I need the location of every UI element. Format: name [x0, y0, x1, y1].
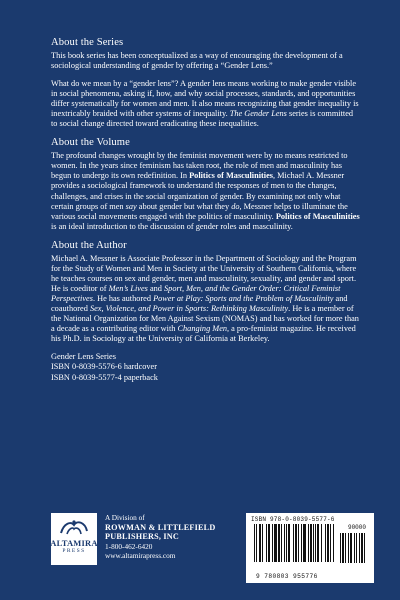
emphasis-say: say [125, 201, 137, 211]
about-author-heading: About the Author [51, 239, 127, 251]
publisher-footer [51, 513, 374, 583]
text-run: , Messner helps to illuminate the various social movements engaged with the politics of masculinity. [51, 201, 348, 221]
series-name: Gender Lens Series [51, 352, 116, 362]
text-run: Michael A. Messner is Associate Professor in the Department of Sociology and the Program for the Study of Women and Men in Society at the University of Southern California, where he teaches courses on sex and gender, men and masculinity, sexuality, and gender and sport. He is coeditor of [51, 253, 357, 293]
isbn-paperback: ISBN 0-8039-5577-4 paperback [51, 372, 158, 382]
text-run: and [147, 283, 165, 293]
series-isbn-info [51, 352, 360, 383]
publisher-division: A Division of [105, 513, 145, 522]
text-run: . He is a member of the National Organization for Men Against Sexism (NOMAS) and has worked for more than a decade as a contributing editor with [51, 303, 359, 334]
publisher-phone: 1-800-462-6420 [105, 541, 153, 551]
price-code: 90000 [347, 524, 366, 531]
altamira-logo [51, 513, 97, 565]
logo-sub: PRESS [62, 548, 86, 554]
book-title-italic: Sex, Violence, and Power in Sports: Rethinking Masculinity [89, 303, 289, 313]
series-name-italic: The Gender Lens [229, 109, 287, 119]
book-title-bold: Politics of Masculinities [189, 171, 273, 181]
text-run: and coauthored [51, 293, 348, 313]
barcode-icon [254, 524, 334, 569]
logo-name: ALTAMIRA [50, 538, 98, 548]
about-volume-paragraph [51, 151, 360, 231]
emphasis-do: do [231, 201, 240, 211]
book-title-italic: Sport, Men, and the Gender Order: Critical Feminist Perspectives [51, 283, 341, 303]
price-addon-barcode-icon [340, 533, 368, 571]
about-series-section [51, 37, 360, 129]
book-title-italic: Power at Play: Sports and the Problem of Masculinity [153, 293, 334, 303]
about-series-paragraph-1: This book series has been conceptualized as a way of encouraging the development of a sociological understanding of gender by offering a “Gender Lens.” [51, 51, 343, 71]
publisher-info [105, 513, 215, 561]
text-run: , a pro-feminist magazine. He received his Ph.D. in Sociology at the University of California at Berkeley. [51, 324, 356, 344]
barcode-isbn: ISBN 978-0-8039-5577-6 [251, 516, 335, 523]
publisher-name-line-2: PUBLISHERS, INC [105, 532, 179, 542]
text-run: about gender but what they [136, 201, 232, 211]
about-volume-heading: About the Volume [51, 137, 130, 149]
text-run: , Michael A. Messner provides a sociological framework to understand the responses of men to the changes, challenges, and crises in the social organization of gender. By examining not only what certain groups of men [51, 171, 345, 211]
text-run: The profound changes wrought by the feminist movement were by no means restricted to women. In the years since feminism has taken root, the role of men and masculinity has begun to undergo its own redefinition. In [51, 151, 348, 181]
publisher-website: www.altamirapress.com [105, 551, 176, 561]
about-volume-section [51, 137, 360, 231]
book-title-bold: Politics of Masculinities [275, 211, 360, 221]
text-run: . He has authored [92, 293, 154, 303]
barcode-digits: 9 780803 955776 [256, 573, 318, 580]
publisher-name-line-1: ROWMAN & LITTLEFIELD [105, 522, 216, 532]
barcode-box [246, 513, 374, 583]
book-title-italic: Men’s Lives [108, 283, 148, 293]
about-series-heading: About the Series [51, 37, 124, 48]
isbn-hardcover: ISBN 0-8039-5576-6 hardcover [51, 362, 157, 372]
about-author-paragraph [51, 254, 360, 344]
text-run: What do we mean by a “gender lens”? A gender lens means working to make gender visible in social phenomena, asking if, how, and why social processes, standards, and opportunities differ systematically for women and men. It also means recognizing that gender inequality is inextricably braided with other systems of inequality. [51, 79, 359, 119]
magazine-title-italic: Changing Men [177, 324, 228, 334]
about-author-section [51, 240, 360, 344]
text-run: is an ideal introduction to the discussion of gender roles and masculinity. [51, 221, 293, 231]
about-series-paragraph-2 [51, 79, 360, 129]
text-run: series is committed to social change directed toward eradicating these inequalities. [51, 109, 354, 129]
altamira-mark-icon [59, 517, 89, 537]
